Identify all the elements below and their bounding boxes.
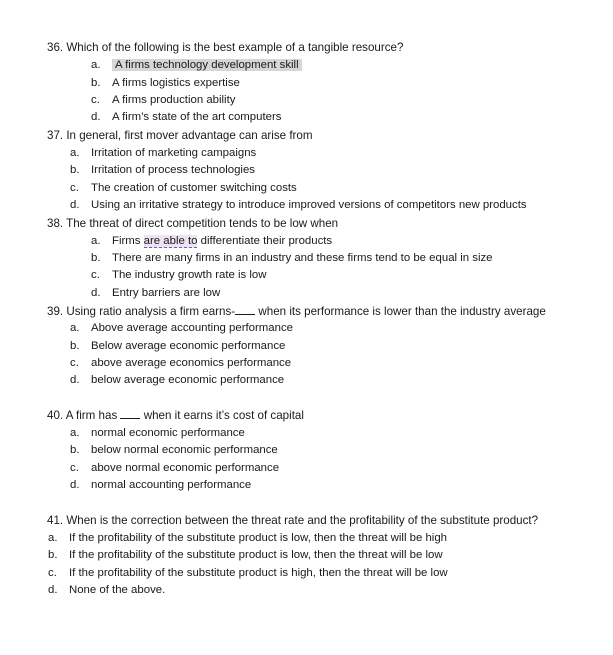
option-letter: d. [91,287,101,299]
option-letter: b. [70,340,80,352]
question-40 [47,407,304,424]
option-text: Irritation of marketing campaigns [91,147,257,159]
question-text-post: when it earns it’s cost of capital [140,409,304,422]
question-41: 41. When is the correction between the threat rate and the profitability of the substitute product? [47,514,539,527]
option-letter: a. [48,532,58,544]
answer-blank [120,407,140,419]
q36-option-b [91,75,240,92]
option-text: If the profitability of the substitute product is low, then the threat will be low [69,549,443,561]
option-text: below average economic performance [91,374,285,386]
q37-option-a [70,145,256,162]
option-letter: d. [48,584,58,596]
q41-option-b [48,547,443,564]
option-text: above normal economic performance [91,462,280,474]
option-letter: c. [48,567,57,579]
option-text: There are many firms in an industry and these firms tend to be equal in size [112,252,493,264]
option-letter: d. [91,111,101,123]
q37-option-b [70,162,255,179]
q37-option-d [70,197,527,214]
q39-option-b [70,338,285,355]
question-39 [47,303,546,320]
option-text: A firms logistics expertise [112,77,240,89]
option-text: A firms production ability [112,94,236,106]
option-text: below normal economic performance [91,444,278,456]
answer-blank [235,303,255,315]
q41-option-a [48,530,447,547]
option-text-pre: Firms [112,235,144,247]
q38-option-c [91,267,266,284]
q39-option-c [70,355,291,372]
option-text: Entry barriers are low [112,287,221,299]
option-letter: c. [91,94,100,106]
option-letter: c. [70,182,79,194]
q36-option-c [91,92,235,109]
question-36: 36. Which of the following is the best example of a tangible resource? [47,41,404,54]
option-letter: d. [70,199,80,211]
option-text: A firm’s state of the art computers [112,111,282,123]
option-text: The creation of customer switching costs [91,182,297,194]
option-letter: a. [70,427,80,439]
option-text: Irritation of process technologies [91,164,255,176]
option-text: above average economics performance [91,357,292,369]
question-text-post: when its performance is lower than the industry average [255,305,546,318]
question-text-pre: 40. A firm has [47,409,121,422]
q41-option-d [48,582,165,599]
question-text-pre: 39. Using ratio analysis a firm earns- [47,305,236,318]
option-text: normal economic performance [91,427,245,439]
highlighted-option-text: A firms technology development skill [112,59,302,71]
option-text: Below average economic performance [91,340,286,352]
q40-option-d [70,477,251,494]
option-letter: a. [70,322,80,334]
q36-option-a [91,57,302,74]
option-text-post: differentiate their products [197,235,333,247]
option-letter: c. [70,462,79,474]
option-letter: a. [91,235,101,247]
option-letter: b. [70,444,80,456]
option-letter: d. [70,374,80,386]
option-letter: b. [91,77,101,89]
q39-option-a [70,320,293,337]
option-letter: a. [70,147,80,159]
option-text: If the profitability of the substitute product is high, then the threat will be low [69,567,448,579]
question-37: 37. In general, first mover advantage can arise from [47,129,313,142]
option-text: None of the above. [69,584,166,596]
option-letter: c. [70,357,79,369]
option-letter: b. [91,252,101,264]
q41-option-c [48,565,448,582]
option-letter: b. [70,164,80,176]
option-text: Above average accounting performance [91,322,293,334]
option-text: Using an irritative strategy to introduce improved versions of competitors new products [91,199,527,211]
option-text: If the profitability of the substitute product is low, then the threat will be high [69,532,448,544]
option-letter: c. [91,269,100,281]
question-38: 38. The threat of direct competition tends to be low when [47,217,339,230]
option-letter: b. [48,549,58,561]
q38-option-b [91,250,493,267]
q37-option-c [70,180,297,197]
option-letter: d. [70,479,80,491]
option-text: The industry growth rate is low [112,269,267,281]
grammar-squiggle-mark[interactable]: are able to [143,235,198,247]
option-text: normal accounting performance [91,479,252,491]
q38-option-a [91,233,332,250]
q36-option-d [91,109,281,126]
q38-option-d [91,285,220,302]
q40-option-a [70,425,245,442]
q40-option-c [70,460,279,477]
option-letter: a. [91,59,101,71]
q39-option-d [70,372,284,389]
q40-option-b [70,442,278,459]
